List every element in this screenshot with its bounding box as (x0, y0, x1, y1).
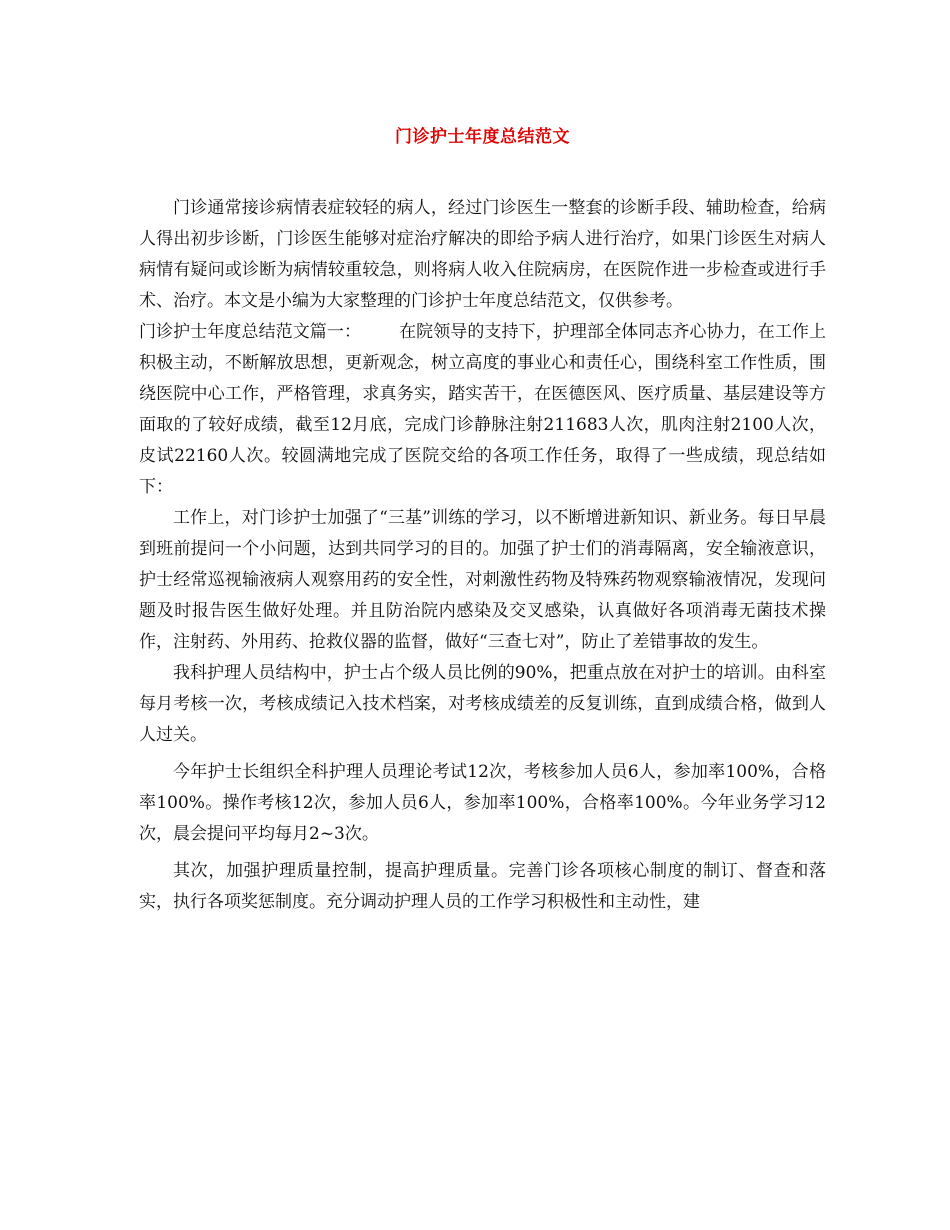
section-paragraph (139, 317, 826, 503)
section-heading: 门诊护士年度总结范文篇一： (139, 322, 362, 342)
body-paragraph-training: 工作上，对门诊护士加强了“三基”训练的学习，以不断增进新知识、新业务。每日早晨到班前提问一个小问题，达到共同学习的目的。加强了护士们的消毒隔离，安全输液意识，护士经常巡视输液病人观察用药的安全性，对刺激性药物及特殊药物观察输液情况，发现问题及时报告医生做好处理。并且防治院内感染及交叉感染，认真做好各项消毒无菌技术操作，注射药、外用药、抢救仪器的监督，做好“三查七对”，防止了差错事故的发生。 (139, 508, 826, 652)
section-text: 在院领导的支持下，护理部全体同志齐心协力，在工作上积极主动，不断解放思想，更新观念，树立高度的事业心和责任心，围绕科室工作性质，围绕医院中心工作，严格管理，求真务实，踏实苦干，在医德医风、医疗质量、基层建设等方面取的了较好成绩，截至12月底，完成门诊静脉注射211683人次，肌肉注射2100人次，皮试22160人次。较圆满地完成了医院交给的各项工作任务，取得了一些成绩，现总结如下： (139, 322, 827, 497)
body-paragraph-exams: 今年护士长组织全科护理人员理论考试12次，考核参加人员6人，参加率100%，合格率100%。操作考核12次，参加人员6人，参加率100%，合格率100%。今年业务学习12次，晨会提问平均每月2~3次。 (139, 762, 826, 844)
intro-paragraph: 门诊通常接诊病情表症较轻的病人，经过门诊医生一整套的诊断手段、辅助检查，给病人得出初步诊断，门诊医生能够对症治疗解决的即给予病人进行治疗，如果门诊医生对病人病情有疑问或诊断为病情较重较急，则将病人收入住院病房，在医院作进一步检查或进行手术、治疗。本文是小编为大家整理的门诊护士年度总结范文，仅供参考。 (139, 198, 826, 311)
body-paragraph-structure: 我科护理人员结构中，护士占个级人员比例的90%，把重点放在对护士的培训。由科室每月考核一次，考核成绩记入技术档案，对考核成绩差的反复训练，直到成绩合格，做到人人过关。 (139, 663, 826, 745)
document-title: 门诊护士年度总结范文 (395, 127, 570, 147)
body-paragraph-quality: 其次，加强护理质量控制，提高护理质量。完善门诊各项核心制度的制订、督查和落实，执行各项奖惩制度。充分调动护理人员的工作学习积极性和主动性，建 (139, 861, 826, 912)
